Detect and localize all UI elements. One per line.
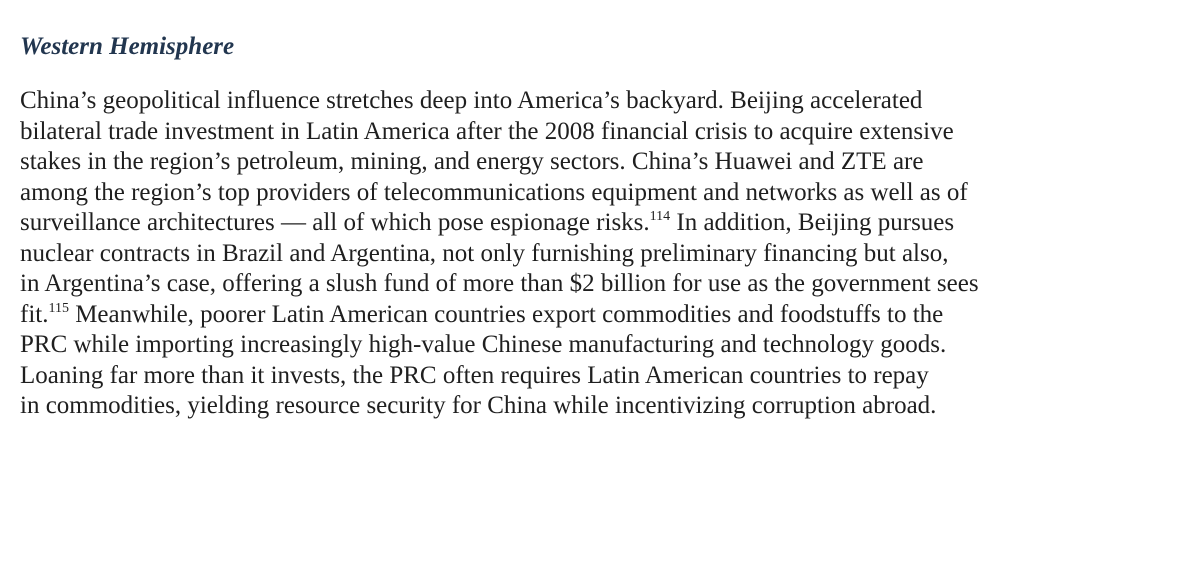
- paragraph-line: in Argentina’s case, offering a slush fund of more than $2 billion for use as the government sees: [20, 270, 979, 297]
- footnote-marker: 114: [649, 209, 671, 224]
- body-paragraph: [20, 86, 1190, 422]
- section-heading: Western Hemisphere: [20, 33, 235, 60]
- line-text: Meanwhile, poorer Latin American countries export commodities and foodstuffs to the: [68, 300, 944, 328]
- footnote-marker: 115: [48, 300, 69, 316]
- paragraph-line: nuclear contracts in Brazil and Argentina, not only furnishing preliminary financing but also,: [20, 239, 949, 267]
- paragraph-line: among the region’s top providers of telecommunications equipment and networks as well as of: [20, 178, 968, 206]
- line-text: fit.: [20, 300, 49, 328]
- paragraph-line: [20, 208, 1190, 239]
- paragraph-line: stakes in the region’s petroleum, mining, and energy sectors. China’s Huawei and ZTE are: [20, 148, 924, 175]
- line-text: surveillance architectures — all of which pose espionage risks.: [20, 209, 650, 236]
- paragraph-line: PRC while importing increasingly high-value Chinese manufacturing and technology goods.: [20, 331, 947, 358]
- line-text: In addition, Beijing pursues: [670, 209, 955, 236]
- paragraph-line: in commodities, yielding resource security for China while incentivizing corruption abroad.: [20, 392, 937, 419]
- paragraph-line: China’s geopolitical influence stretches deep into America’s backyard. Beijing accelerated: [20, 87, 923, 114]
- paragraph-line: bilateral trade investment in Latin America after the 2008 financial crisis to acquire extensive: [20, 117, 954, 145]
- paragraph-line: Loaning far more than it invests, the PRC often requires Latin American countries to repay: [20, 361, 929, 389]
- paragraph-line: [20, 300, 1190, 331]
